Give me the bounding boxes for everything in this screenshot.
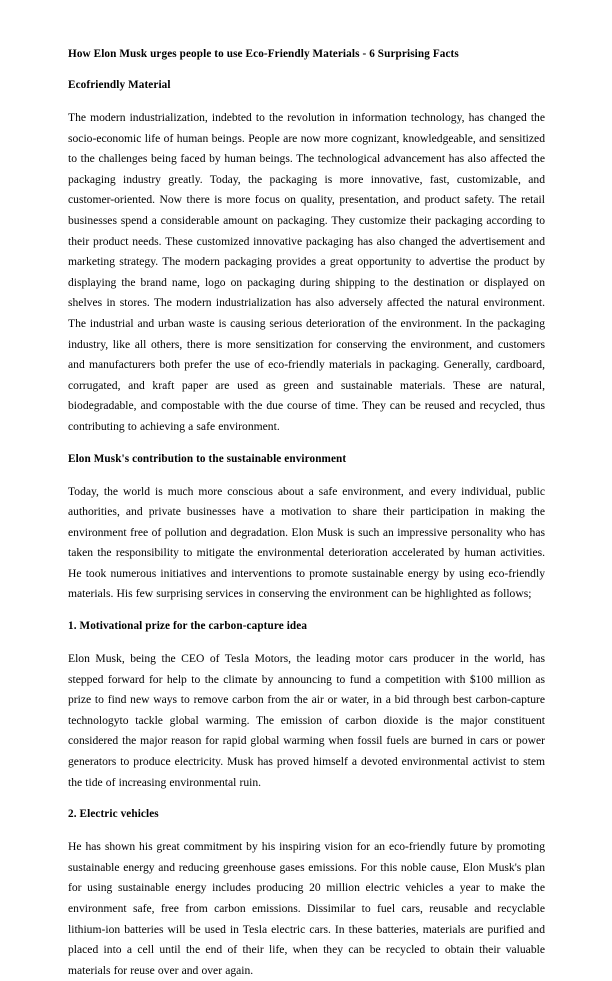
section-paragraph-elon-musk-contribution: Today, the world is much more conscious about a safe environment, and every individual, public authorities, and private businesses have a motivation to share their participation in making the environment free of pollution and degradation. Elon Musk is such an impressive personality who has taken the responsibility to mitigate the environmental deterioration accelerated by human activities. He took numerous initiatives and interventions to promote sustainable energy by using eco-friendly materials. His few surprising services in conserving the environment can be highlighted as follows; xyxy=(68,484,545,601)
section-paragraph-motivational-prize: Elon Musk, being the CEO of Tesla Motors, the leading motor cars producer in the world, has stepped forward for help to the climate by announcing to fund a competition with $100 million as prize to find new ways to remove carbon from the air or water, in a bid through best carbon-capture technologyto tackle global warming. The emission of carbon dioxide is the major constituent considered the major reason for rapid global warming when fossil fuels are burned in cars or power generators to produce electricity. Musk has proved himself a devoted environmental activist to stem the tide of increasing environmental ruin. xyxy=(68,652,545,789)
section-heading-elon-musk-contribution: Elon Musk's contribution to the sustainable environment xyxy=(68,452,347,465)
section-paragraph-ecofriendly-material: The modern industrialization, indebted to the revolution in information technology, has changed the socio-economic life of human beings. People are now more cognizant, knowledgeable, and sensitized to the challenges being faced by human beings. The technological advancement has also affected the packaging industry greatly. Today, the packaging is more innovative, fast, customizable, and customer-oriented. Now there is more focus on quality, presentation, and product safety. The retail businesses spend a considerable amount on packaging. They customize their packaging according to their product needs. These customized innovative packaging has also changed the advertisement and marketing strategy. The modern packaging provides a great opportunity to advertise the product by displaying the brand name, logo on packaging during shipping to the destination or displayed on shelves in stores. The modern industrialization has also adversely affected the natural environment. The industrial and urban waste is causing serious deterioration of the environment. In the packaging industry, like all others, there is more sensitization for conserving the environment, and customers and manufacturers both prefer the use of eco-friendly materials in packaging. Generally, cardboard, corrugated, and kraft paper are used as green and sustainable materials. These are natural, biodegradable, and compostable with the due course of time. They can be reused and recycled, thus contributing to achieving a safe environment. xyxy=(68,111,545,433)
section-heading-motivational-prize: 1. Motivational prize for the carbon-capture idea xyxy=(68,620,308,633)
section-heading-ecofriendly-material: Ecofriendly Material xyxy=(68,79,171,91)
section-heading-electric-vehicles: 2. Electric vehicles xyxy=(68,808,159,821)
page-title: How Elon Musk urges people to use Eco-Friendly Materials - 6 Surprising Facts xyxy=(68,48,459,60)
section-paragraph-electric-vehicles: He has shown his great commitment by his inspiring vision for an eco-friendly future by promoting sustainable energy and reducing greenhouse gases emissions. For this noble cause, Elon Musk's plan for using sustainable energy includes producing 20 million electric vehicles a year to make the environment safe, free from carbon emissions. Dissimilar to fuel cars, reusable and recyclable lithium-ion batteries will be used in Tesla electric cars. In these batteries, materials are purified and placed into a cell until the end of their life, when they can be recycled to obtain their valuable materials for reuse over and over again. xyxy=(68,840,545,977)
